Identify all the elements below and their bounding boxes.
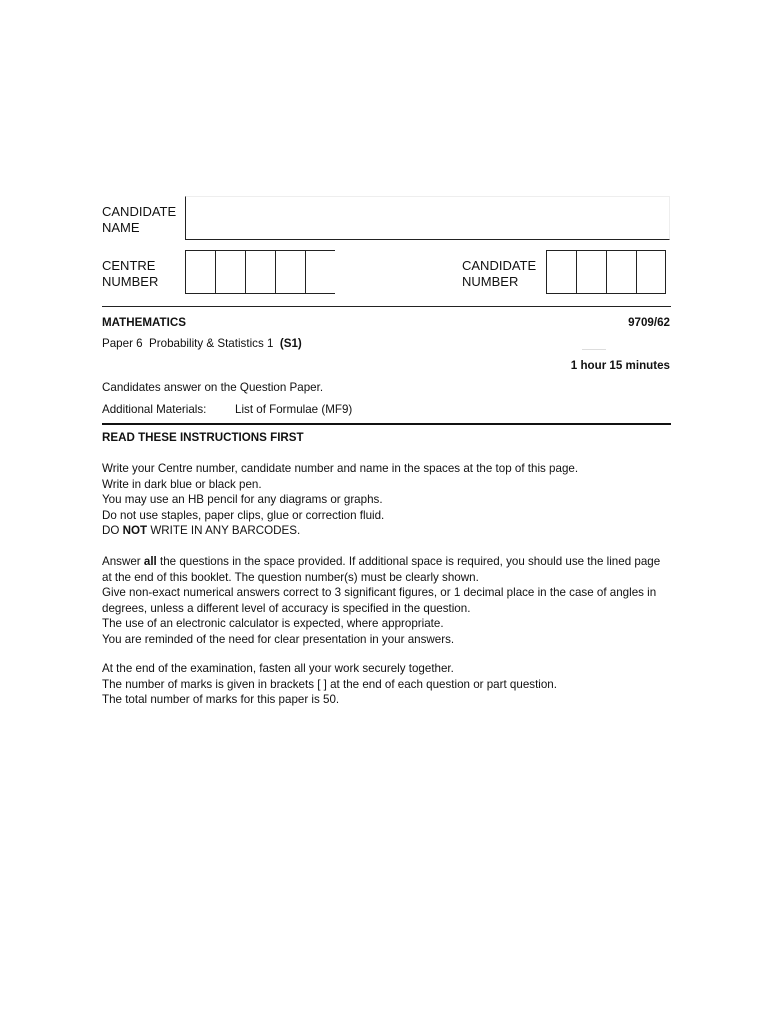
- instruction-line-answer-all: [102, 554, 672, 585]
- barcode-suffix: WRITE IN ANY BARCODES.: [147, 524, 301, 537]
- centre-number-digit[interactable]: [275, 251, 305, 293]
- candidate-name-field[interactable]: [185, 196, 670, 240]
- instruction-line: The use of an electronic calculator is expected, where appropriate.: [102, 617, 444, 630]
- candidate-number-label-line2: NUMBER: [462, 274, 519, 289]
- centre-number-label-line1: CENTRE: [102, 258, 156, 273]
- materials-value: List of Formulae (MF9): [235, 403, 353, 416]
- centre-number-digit[interactable]: [245, 251, 275, 293]
- faint-mark: [582, 349, 606, 350]
- answer-all-suffix: the questions in the space provided. If additional space is required, you should use the lined page at the end of this booklet. The question number(s) must be clearly shown.: [102, 555, 661, 584]
- candidate-name-label: [102, 204, 176, 236]
- instruction-line-barcodes: [102, 523, 672, 539]
- candidate-name-label-line1: CANDIDATE: [102, 204, 177, 219]
- instructions-divider: [102, 423, 671, 425]
- paper-title-text: Paper 6 Probability & Statistics 1: [102, 337, 280, 350]
- subject-title: MATHEMATICS: [102, 316, 186, 329]
- instruction-line: Do not use staples, paper clips, glue or correction fluid.: [102, 508, 385, 522]
- candidate-number-digit[interactable]: [636, 251, 666, 293]
- centre-number-label: [102, 258, 158, 290]
- instruction-line: At the end of the examination, fasten all your work securely together.: [102, 662, 454, 675]
- duration: 1 hour 15 minutes: [570, 359, 670, 372]
- paper-title-code: (S1): [279, 337, 302, 350]
- centre-number-digit[interactable]: [215, 251, 245, 293]
- materials-label: Additional Materials:: [102, 403, 207, 416]
- candidate-number-digit[interactable]: [606, 251, 636, 293]
- answer-note: Candidates answer on the Question Paper.: [102, 381, 324, 394]
- centre-number-digit[interactable]: [185, 251, 215, 293]
- instructions-heading: READ THESE INSTRUCTIONS FIRST: [102, 431, 304, 444]
- instructions-paragraph-2: [102, 554, 672, 647]
- candidate-name-label-line2: NAME: [102, 220, 140, 235]
- instruction-line: You are reminded of the need for clear presentation in your answers.: [102, 632, 455, 646]
- instruction-line: You may use an HB pencil for any diagrams or graphs.: [102, 493, 383, 506]
- instruction-line: Write in dark blue or black pen.: [102, 477, 262, 491]
- candidate-number-digit[interactable]: [546, 251, 576, 293]
- candidate-number-boxes[interactable]: [546, 250, 666, 294]
- candidate-number-label-line1: CANDIDATE: [462, 258, 537, 273]
- paper-code: 9709/62: [628, 316, 670, 329]
- answer-all-prefix: Answer: [102, 555, 144, 568]
- instructions-paragraph-1: [102, 461, 672, 539]
- instruction-line: Give non-exact numerical answers correct to 3 significant figures, or 1 decimal place in the case of angles in degrees, unless a different level of accuracy is specified in the question.: [102, 586, 657, 615]
- answer-all-bold: all: [143, 555, 157, 568]
- paper-title: [102, 337, 302, 350]
- barcode-prefix: DO: [102, 524, 123, 537]
- header-divider: [102, 306, 671, 307]
- instructions-paragraph-3: [102, 661, 672, 708]
- instruction-line: The total number of marks for this paper is 50.: [102, 693, 340, 706]
- instruction-line: Write your Centre number, candidate number and name in the spaces at the top of this page.: [102, 462, 579, 475]
- centre-number-digit[interactable]: [305, 251, 335, 293]
- candidate-number-label: [462, 258, 536, 290]
- candidate-number-digit[interactable]: [576, 251, 606, 293]
- centre-number-boxes[interactable]: [185, 250, 335, 294]
- centre-number-label-line2: NUMBER: [102, 274, 159, 289]
- instruction-line: The number of marks is given in brackets [ ] at the end of each question or part question.: [102, 677, 557, 691]
- barcode-bold: NOT: [122, 524, 148, 537]
